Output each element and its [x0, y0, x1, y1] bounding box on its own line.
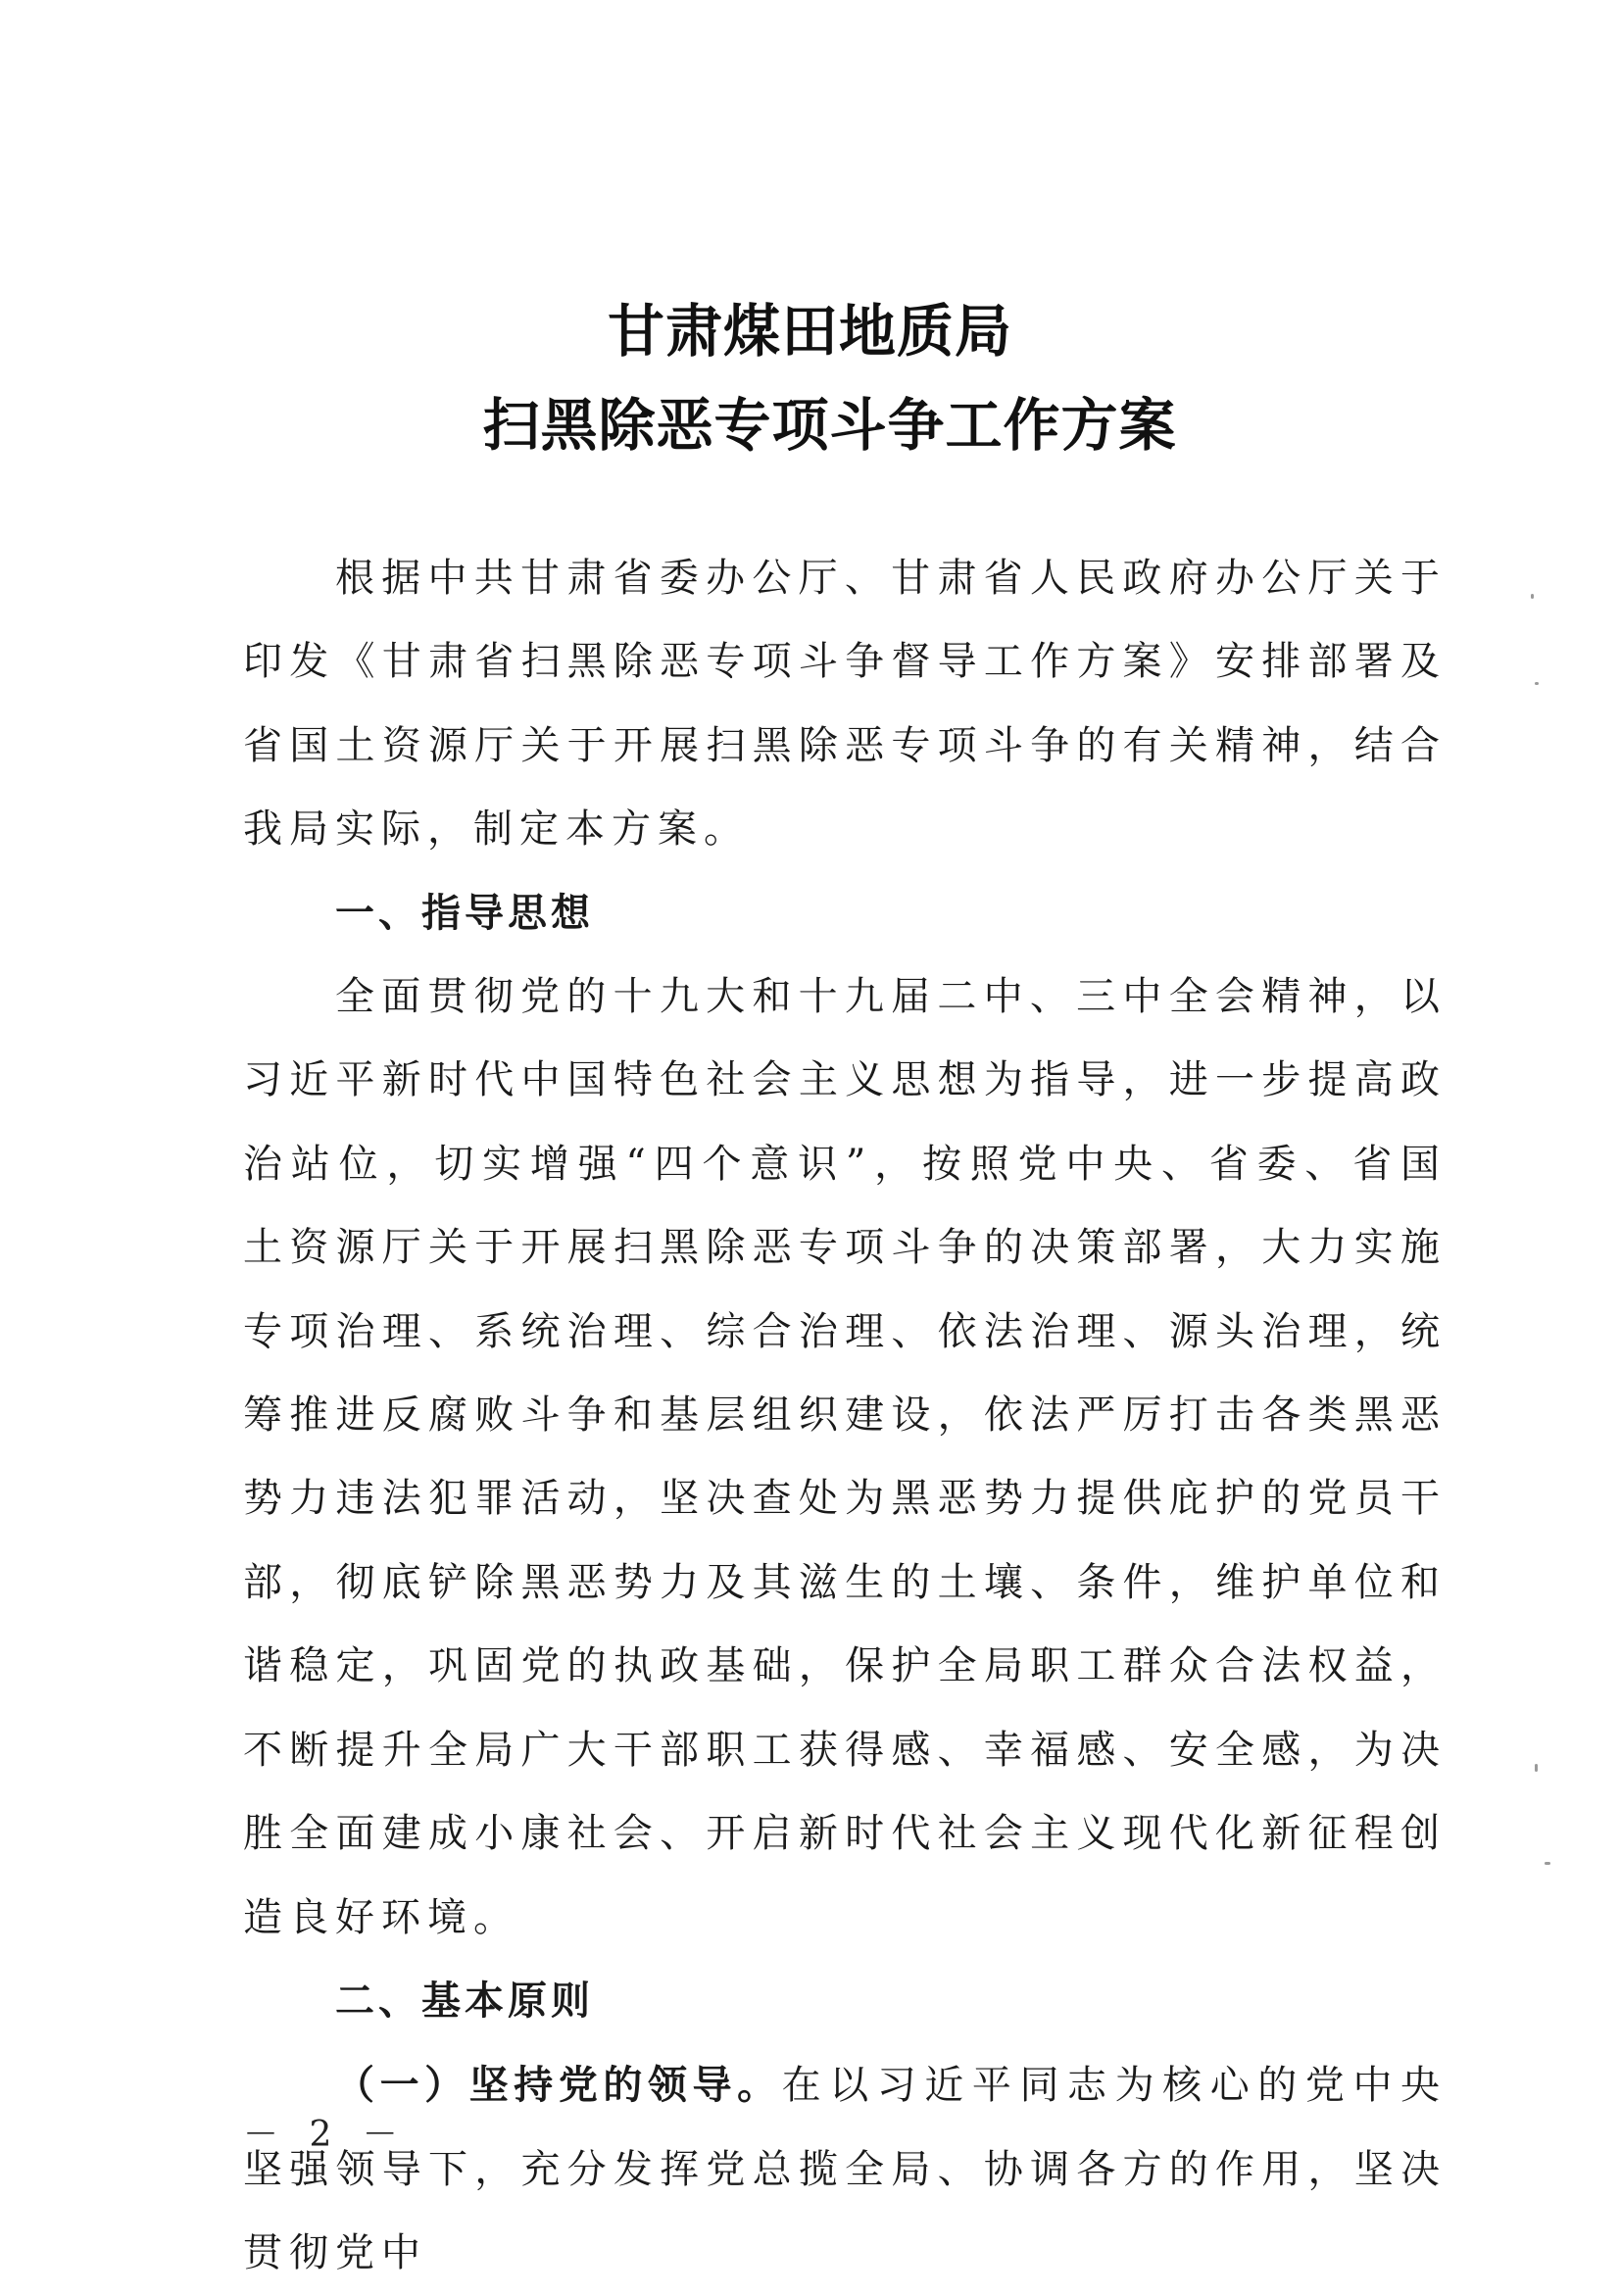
- section-heading-guiding-thought: 一、指导思想: [335, 890, 594, 936]
- scan-speck: [1535, 682, 1539, 685]
- intro-paragraph: 根据中共甘肃省委办公厅、甘肃省人民政府办公厅关于印发《甘肃省扫黑除恶专项斗争督导工作方案》安排部署及省国土资源厅关于开展扫黑除恶专项斗争的有关精神，结合我局实际，制定本方案。: [243, 556, 1447, 853]
- section-heading-basic-principles: 二、基本原则: [335, 1978, 594, 2024]
- title-line-2: 扫黑除恶专项斗争工作方案: [482, 392, 1177, 459]
- principle-1-body: 在以习近平同志为核心的党中央坚强领导下，充分发挥党总揽全局、协调各方的作用，坚决贯彻党中: [243, 2063, 1448, 2276]
- principle-1-paragraph: [243, 2043, 1447, 2295]
- scan-speck: [1535, 1764, 1538, 1772]
- scan-speck: [1545, 1862, 1550, 1865]
- document-body: [243, 537, 1447, 2296]
- document-title: [0, 284, 1620, 472]
- guiding-thought-paragraph: 全面贯彻党的十九大和十九届二中、三中全会精神，以习近平新时代中国特色社会主义思想为指导，进一步提高政治站位，切实增强“四个意识”，按照党中央、省委、省国土资源厅关于开展扫黑除恶专项斗争的决策部署，大力实施专项治理、系统治理、综合治理、依法治理、源头治理，统筹推进反腐败斗争和基层组织建设，依法严厉打击各类黑恶势力违法犯罪活动，坚决查处为黑恶势力提供庇护的党员干部，彻底铲除黑恶势力及其滋生的土壤、条件，维护单位和谐稳定，巩固党的执政基础，保护全局职工群众合法权益，不断提升全局广大干部职工获得感、幸福感、安全感，为决胜全面建成小康社会、开启新时代社会主义现代化新征程创造良好环境。: [243, 974, 1447, 1940]
- scan-speck: [1531, 594, 1534, 599]
- title-line-1: 甘肃煤田地质局: [607, 298, 1012, 365]
- principle-1-lead: （一）坚持党的领导。: [335, 2062, 782, 2109]
- page-number: － 2 －: [243, 2115, 408, 2155]
